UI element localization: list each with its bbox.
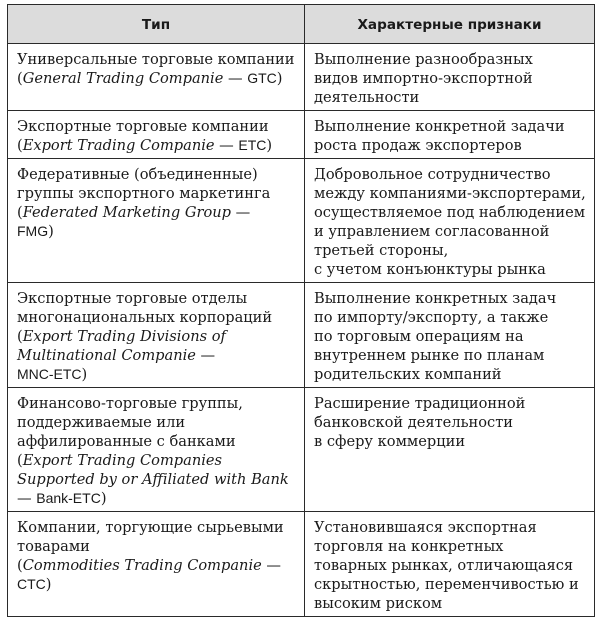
feature-line: третьей стороны, [314, 242, 449, 259]
english-name-line [17, 451, 298, 508]
paren-open: ( [17, 452, 23, 469]
abbreviation-line [17, 222, 298, 241]
feature-line: по торговым операциям на [314, 328, 524, 345]
type-cell [8, 159, 305, 283]
features-cell [305, 283, 595, 388]
abbreviation: Bank-ETC [36, 490, 101, 506]
type-name: группы экспортного маркетинга [17, 185, 271, 202]
english-name: Export Trading Divisions of Multinational Companie [17, 328, 226, 364]
english-name-line [17, 203, 298, 222]
feature-line: Установившаяся экспортная [314, 519, 537, 536]
features-cell [305, 44, 595, 111]
type-name: Федеративные (объединенные) [17, 166, 258, 183]
dash: — [230, 204, 251, 221]
dash: — [195, 347, 216, 364]
features-cell [305, 159, 595, 283]
paren-close: ) [48, 223, 54, 240]
table-row [8, 283, 595, 388]
dash: — [223, 70, 248, 87]
abbreviation: GTC [247, 70, 277, 86]
company-types-table [7, 4, 595, 617]
paren-close: ) [81, 366, 88, 383]
feature-line: товарных рынках, отличающаяся [314, 557, 574, 574]
feature-line: торговля на конкретных [314, 538, 504, 555]
features-cell [305, 388, 595, 512]
paren-open: ( [17, 204, 23, 221]
type-cell [8, 44, 305, 111]
abbreviation: FMG [17, 223, 49, 239]
english-name-line [17, 136, 298, 155]
feature-line: Выполнение разнообразных [314, 51, 533, 68]
feature-line: Расширение традиционной [314, 395, 526, 412]
abbreviation: CTC [17, 576, 46, 592]
type-name: поддерживаемые или [17, 414, 186, 431]
feature-line: банковской деятельности [314, 414, 514, 431]
dash: — [17, 490, 37, 507]
feature-line: родительских компаний [314, 366, 502, 383]
dash: — [261, 557, 281, 574]
feature-line: между компаниями-экспортерами, [314, 185, 586, 202]
paren-close: ) [45, 576, 52, 593]
header-row [8, 5, 595, 44]
table-row [8, 44, 595, 111]
feature-line: Выполнение конкретных задач [314, 290, 557, 307]
english-name: General Trading Companie [22, 70, 224, 87]
english-name-line [17, 327, 298, 365]
feature-line: видов импортно-экспортной [314, 70, 533, 87]
type-name: Универсальные торговые компании [17, 51, 295, 68]
type-cell [8, 111, 305, 159]
english-name-line [17, 69, 298, 88]
paren-close: ) [100, 490, 107, 507]
feature-line: по импорту/экспорту, а также [314, 309, 549, 326]
paren-open: ( [17, 70, 23, 87]
abbreviation: MNC-ETC [17, 366, 82, 382]
abbreviation-line [17, 365, 298, 384]
feature-line: и управлением согласованной [314, 223, 550, 240]
feature-line: скрытностью, переменчивостью и [314, 576, 579, 593]
feature-line: Выполнение конкретной задачи [314, 118, 565, 135]
table-row [8, 512, 595, 617]
paren-open: ( [17, 137, 23, 154]
english-name: Export Trading Companies Supported by or Affiliated with Bank [17, 452, 289, 488]
feature-line: в сферу коммерции [314, 433, 466, 450]
type-name: Экспортные торговые компании [17, 118, 269, 135]
paren-open: ( [17, 328, 23, 345]
feature-line: деятельности [314, 89, 420, 106]
table-row [8, 159, 595, 283]
type-name: аффилированные с банками [17, 433, 236, 450]
header-type: Тип [8, 5, 305, 44]
english-name: Commodities Trading Companie [22, 557, 262, 574]
feature-line: Добровольное сотрудничество [314, 166, 551, 183]
abbreviation-line [17, 575, 298, 594]
feature-line: высоким риском [314, 595, 443, 612]
type-cell [8, 512, 305, 617]
english-name-line [17, 556, 298, 575]
paren-close: ) [276, 70, 283, 87]
type-name: многонациональных корпораций [17, 309, 273, 326]
dash: — [214, 137, 239, 154]
type-cell [8, 388, 305, 512]
feature-line: внутреннем рынке по планам [314, 347, 545, 364]
paren-close: ) [266, 137, 273, 154]
type-name: Экспортные торговые отделы [17, 290, 248, 307]
type-name: товарами [17, 538, 90, 555]
type-name: Компании, торгующие сырьевыми [17, 519, 284, 536]
features-cell [305, 111, 595, 159]
english-name: Federated Marketing Group [22, 204, 231, 221]
table-row [8, 388, 595, 512]
table-row [8, 111, 595, 159]
type-cell [8, 283, 305, 388]
type-name: Финансово-торговые группы, [17, 395, 243, 412]
english-name: Export Trading Companie [22, 137, 215, 154]
abbreviation: ETC [238, 137, 267, 153]
paren-open: ( [17, 557, 23, 574]
feature-line: с учетом конъюнктуры рынка [314, 261, 546, 278]
feature-line: осуществляемое под наблюдением [314, 204, 586, 221]
feature-line: роста продаж экспортеров [314, 137, 522, 154]
header-features: Характерные признаки [305, 5, 595, 44]
features-cell [305, 512, 595, 617]
